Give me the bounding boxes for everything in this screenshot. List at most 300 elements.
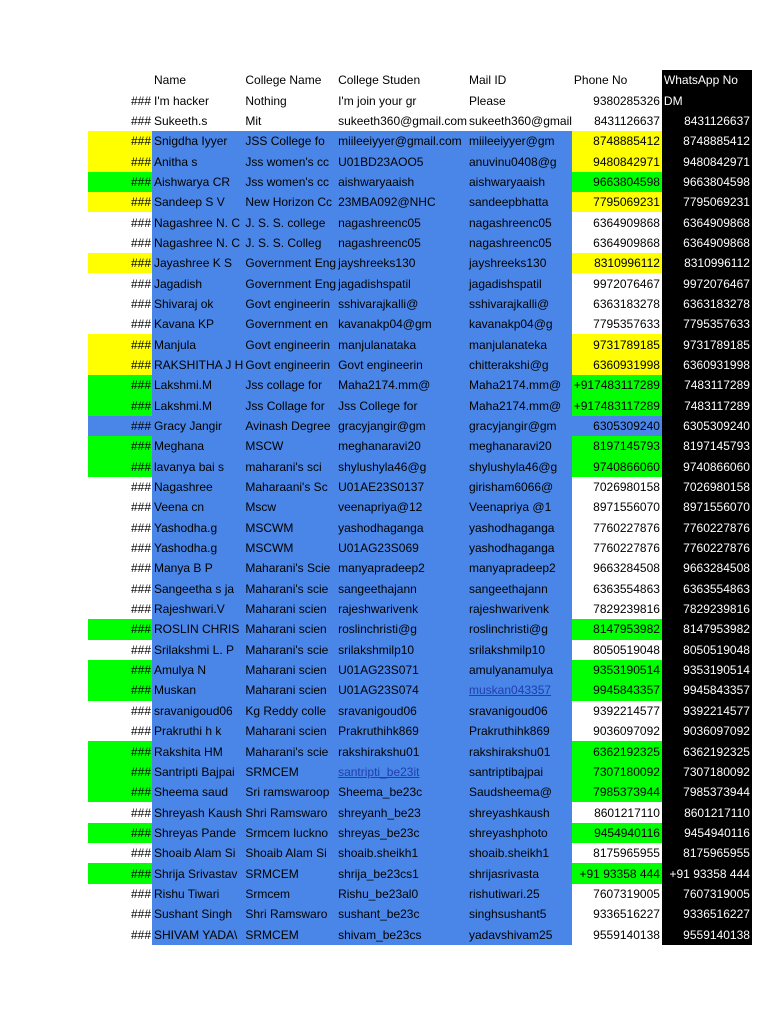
cell-college-name[interactable]: Maharani scien bbox=[243, 599, 336, 619]
cell-index[interactable]: ### bbox=[88, 131, 152, 151]
cell-college-student[interactable]: Rishu_be23al0 bbox=[336, 884, 467, 904]
cell-mail-id[interactable]: anuvinu0408@g bbox=[467, 151, 572, 171]
cell-college-student[interactable]: roslinchristi@g bbox=[336, 619, 467, 639]
cell-college-student[interactable]: kavanakp04@gm bbox=[336, 314, 467, 334]
cell-college-name[interactable]: Government Eng bbox=[243, 273, 336, 293]
cell-mail-id[interactable]: santriptibajpai bbox=[467, 762, 572, 782]
cell-mail-id[interactable]: yadavshivam25 bbox=[467, 924, 572, 944]
cell-name[interactable]: Yashodha.g bbox=[152, 538, 243, 558]
cell-phone-no[interactable]: 6364909868 bbox=[593, 215, 660, 230]
cell-college-name[interactable]: Srmcem bbox=[243, 884, 336, 904]
cell-mail-id[interactable]: rajeshwarivenk bbox=[467, 599, 572, 619]
cell-college-name[interactable]: Jss women's cc bbox=[243, 172, 336, 192]
cell-whatsapp-no[interactable]: +91 93358 444 bbox=[662, 863, 752, 883]
cell-index[interactable]: ### bbox=[130, 703, 151, 718]
cell-name[interactable]: ROSLIN CHRIS bbox=[152, 619, 243, 639]
cell-name[interactable]: Sukeeth.s bbox=[154, 113, 208, 128]
cell-college-name[interactable]: New Horizon Cc bbox=[243, 192, 336, 212]
cell-phone-no[interactable]: 8050519048 bbox=[593, 642, 660, 657]
cell-college-student[interactable]: sangeethajann bbox=[336, 579, 467, 599]
cell-phone-no[interactable]: 7829239816 bbox=[593, 602, 660, 617]
cell-mail-id[interactable]: nagashreenc05 bbox=[467, 233, 572, 253]
cell-whatsapp-no[interactable]: 7483117289 bbox=[662, 396, 752, 416]
cell-whatsapp-no[interactable]: 6362192325 bbox=[662, 741, 752, 761]
cell-college-name[interactable]: Maharani's Scie bbox=[243, 558, 336, 578]
cell-phone-no[interactable]: 9392214577 bbox=[593, 703, 660, 718]
cell-index[interactable]: ### bbox=[130, 846, 151, 861]
cell-college-student[interactable]: U01BD23AOO5 bbox=[336, 151, 467, 171]
cell-college-student[interactable]: veenapriya@12 bbox=[336, 497, 467, 517]
cell-mail-id[interactable]: yashodhaganga bbox=[467, 538, 572, 558]
cell-index[interactable]: ### bbox=[88, 660, 152, 680]
cell-whatsapp-no[interactable]: 8601217110 bbox=[662, 802, 752, 822]
cell-phone-no[interactable]: 8971556070 bbox=[593, 500, 660, 515]
cell-name[interactable]: Anitha s bbox=[152, 151, 243, 171]
cell-index[interactable]: ### bbox=[88, 762, 152, 782]
cell-mail-id[interactable]: jayshreeks130 bbox=[467, 253, 572, 273]
cell-college-student[interactable]: yashodhaganga bbox=[336, 518, 467, 538]
cell-college-name[interactable]: JSS College fo bbox=[243, 131, 336, 151]
cell-index[interactable]: ### bbox=[88, 334, 152, 354]
cell-phone-no[interactable]: 9036097092 bbox=[593, 724, 660, 739]
cell-mail-id[interactable]: manyapradeep2 bbox=[467, 558, 572, 578]
cell-college-student[interactable]: shreyas_be23c bbox=[336, 823, 467, 843]
cell-whatsapp-no[interactable]: 9336516227 bbox=[662, 904, 752, 924]
cell-name[interactable]: Lakshmi.M bbox=[152, 375, 243, 395]
cell-index[interactable]: ### bbox=[130, 480, 151, 495]
cell-college-name[interactable]: Shoaib Alam Si bbox=[243, 843, 336, 863]
cell-phone-no[interactable]: 7307180092 bbox=[572, 762, 662, 782]
cell-mail-id[interactable]: srilakshmilp10 bbox=[467, 640, 572, 660]
cell-whatsapp-no[interactable]: 6363183278 bbox=[662, 294, 752, 314]
cell-phone-no[interactable]: 8197145793 bbox=[572, 436, 662, 456]
cell-college-name[interactable]: Sri ramswaroop bbox=[243, 782, 336, 802]
cell-whatsapp-no[interactable]: 8971556070 bbox=[662, 497, 752, 517]
cell-name[interactable]: Gracy Jangir bbox=[152, 416, 243, 436]
cell-index[interactable]: ### bbox=[130, 520, 151, 535]
cell-name[interactable]: Manjula bbox=[152, 334, 243, 354]
cell-college-student[interactable]: rajeshwarivenk bbox=[336, 599, 467, 619]
cell-mail-id[interactable]: kavanakp04@g bbox=[467, 314, 572, 334]
cell-whatsapp-no[interactable]: 8050519048 bbox=[662, 640, 752, 660]
cell-name[interactable]: Shivaraj ok bbox=[152, 294, 243, 314]
cell-phone-no[interactable]: 9380285326 bbox=[593, 93, 660, 108]
cell-name[interactable]: Rakshita HM bbox=[152, 741, 243, 761]
cell-college-student[interactable]: U01AG23S074 bbox=[336, 680, 467, 700]
cell-college-name[interactable]: Jss women's cc bbox=[243, 151, 336, 171]
cell-mail-id[interactable]: muskan043357 bbox=[467, 680, 572, 700]
cell-name[interactable]: Rishu Tiwari bbox=[152, 884, 243, 904]
cell-college-name[interactable]: Shri Ramswaro bbox=[243, 802, 336, 822]
cell-college-name[interactable]: Govt engineerin bbox=[243, 355, 336, 375]
cell-phone-no[interactable]: 7795069231 bbox=[572, 192, 662, 212]
cell-college-name[interactable]: SRMCEM bbox=[243, 762, 336, 782]
cell-name[interactable]: Shrija Srivastav bbox=[152, 863, 243, 883]
cell-index[interactable]: ### bbox=[88, 782, 152, 802]
cell-name[interactable]: Sangeetha s ja bbox=[152, 579, 243, 599]
cell-college-name[interactable]: Jss collage for bbox=[243, 375, 336, 395]
cell-phone-no[interactable]: 8175965955 bbox=[593, 846, 660, 861]
cell-phone-no[interactable]: 9353190514 bbox=[572, 660, 662, 680]
cell-mail-id[interactable]: Maha2174.mm@ bbox=[467, 375, 572, 395]
cell-index[interactable]: ### bbox=[130, 805, 151, 820]
cell-college-student[interactable]: Sheema_be23c bbox=[336, 782, 467, 802]
cell-college-name[interactable]: Government en bbox=[243, 314, 336, 334]
cell-college-student[interactable]: nagashreenc05 bbox=[336, 212, 467, 232]
cell-college-name[interactable]: MSCWM bbox=[243, 518, 336, 538]
cell-whatsapp-no[interactable]: 9663804598 bbox=[662, 172, 752, 192]
cell-phone-no[interactable]: 7760227876 bbox=[593, 541, 660, 556]
cell-index[interactable]: ### bbox=[88, 619, 152, 639]
cell-whatsapp-no[interactable]: 9036097092 bbox=[662, 721, 752, 741]
cell-college-name[interactable]: SRMCEM bbox=[243, 863, 336, 883]
cell-mail-id[interactable]: shoaib.sheikh1 bbox=[467, 843, 572, 863]
cell-whatsapp-no[interactable]: DM bbox=[662, 90, 752, 110]
cell-phone-no[interactable]: 8748885412 bbox=[572, 131, 662, 151]
cell-college-student[interactable]: shivam_be23cs bbox=[336, 924, 467, 944]
cell-whatsapp-no[interactable]: 9559140138 bbox=[662, 924, 752, 944]
cell-index[interactable]: ### bbox=[130, 927, 151, 942]
cell-phone-no[interactable]: 7985373944 bbox=[572, 782, 662, 802]
cell-name[interactable]: Jagadish bbox=[152, 273, 243, 293]
cell-phone-no[interactable]: 9945843357 bbox=[572, 680, 662, 700]
cell-phone-no[interactable]: 6360931998 bbox=[572, 355, 662, 375]
cell-name[interactable]: SHIVAM YADA\ bbox=[152, 924, 243, 944]
cell-whatsapp-no[interactable]: 8310996112 bbox=[662, 253, 752, 273]
cell-college-student[interactable]: sshivarajkalli@ bbox=[336, 294, 467, 314]
cell-whatsapp-no[interactable]: 7795357633 bbox=[662, 314, 752, 334]
cell-college-student[interactable]: shoaib.sheikh1 bbox=[336, 843, 467, 863]
cell-mail-id[interactable]: Veenapriya @1 bbox=[467, 497, 572, 517]
cell-name[interactable]: I'm hacker bbox=[154, 93, 209, 108]
cell-index[interactable]: ### bbox=[88, 375, 152, 395]
cell-whatsapp-no[interactable]: 9740866060 bbox=[662, 457, 752, 477]
cell-mail-id[interactable]: shrijasrivasta bbox=[467, 863, 572, 883]
cell-mail-id[interactable]: girisham6066@ bbox=[467, 477, 572, 497]
cell-whatsapp-no[interactable]: 7760227876 bbox=[662, 538, 752, 558]
cell-college-name[interactable]: J. S. S. Colleg bbox=[243, 233, 336, 253]
cell-whatsapp-no[interactable]: 7026980158 bbox=[662, 477, 752, 497]
cell-college-name[interactable]: Maharani scien bbox=[243, 619, 336, 639]
cell-college-name[interactable]: maharani's sci bbox=[243, 457, 336, 477]
cell-mail-id[interactable]: Maha2174.mm@ bbox=[467, 396, 572, 416]
cell-index[interactable]: ### bbox=[88, 396, 152, 416]
cell-college-name[interactable]: SRMCEM bbox=[243, 924, 336, 944]
cell-name[interactable]: Sheema saud bbox=[152, 782, 243, 802]
cell-mail-id[interactable]: Saudsheema@ bbox=[467, 782, 572, 802]
cell-name[interactable]: Shreyash Kaush bbox=[152, 802, 243, 822]
cell-mail-id[interactable]: meghanaravi20 bbox=[467, 436, 572, 456]
cell-whatsapp-no[interactable]: 9392214577 bbox=[662, 701, 752, 721]
cell-mail-id[interactable]: sshivarajkalli@ bbox=[467, 294, 572, 314]
cell-index[interactable]: ### bbox=[130, 235, 151, 250]
cell-name[interactable]: Nagashree bbox=[152, 477, 243, 497]
cell-name[interactable]: Aishwarya CR bbox=[152, 172, 243, 192]
cell-college-student[interactable]: Maha2174.mm@ bbox=[336, 375, 467, 395]
cell-phone-no[interactable]: 7760227876 bbox=[593, 520, 660, 535]
cell-mail-id[interactable]: sangeethajann bbox=[467, 579, 572, 599]
cell-college-name[interactable]: Maharani's scie bbox=[243, 640, 336, 660]
cell-name[interactable]: RAKSHITHA J H bbox=[152, 355, 243, 375]
cell-index[interactable]: ### bbox=[88, 151, 152, 171]
cell-college-name[interactable]: Mit bbox=[245, 113, 262, 128]
cell-college-student[interactable]: manjulanataka bbox=[336, 334, 467, 354]
cell-name[interactable]: Lakshmi.M bbox=[152, 396, 243, 416]
cell-index[interactable]: ### bbox=[88, 863, 152, 883]
cell-mail-id[interactable]: jagadishspatil bbox=[467, 273, 572, 293]
cell-whatsapp-no[interactable]: 7483117289 bbox=[662, 375, 752, 395]
cell-college-student[interactable]: manyapradeep2 bbox=[336, 558, 467, 578]
cell-name[interactable]: Amulya N bbox=[152, 660, 243, 680]
cell-college-student[interactable]: U01AE23S0137 bbox=[336, 477, 467, 497]
header-cell-phone-no[interactable]: Phone No bbox=[573, 73, 628, 88]
cell-college-name[interactable]: Maharani's scie bbox=[243, 741, 336, 761]
cell-mail-id[interactable]: chitterakshi@g bbox=[467, 355, 572, 375]
cell-whatsapp-no[interactable]: 7307180092 bbox=[662, 762, 752, 782]
cell-whatsapp-no[interactable]: 6305309240 bbox=[662, 416, 752, 436]
cell-name[interactable]: Veena cn bbox=[152, 497, 243, 517]
cell-college-student[interactable]: Jss College for bbox=[336, 396, 467, 416]
cell-name[interactable]: Sandeep S V bbox=[152, 192, 243, 212]
cell-whatsapp-no[interactable]: 6360931998 bbox=[662, 355, 752, 375]
cell-phone-no[interactable]: 6363183278 bbox=[593, 296, 660, 311]
cell-mail-id[interactable]: rakshirakshu01 bbox=[467, 741, 572, 761]
cell-phone-no[interactable]: 6364909868 bbox=[593, 235, 660, 250]
cell-college-name[interactable]: Govt engineerin bbox=[243, 334, 336, 354]
cell-whatsapp-no[interactable]: 7829239816 bbox=[662, 599, 752, 619]
cell-phone-no[interactable]: 8310996112 bbox=[572, 253, 662, 273]
header-cell-college-name[interactable]: College Name bbox=[245, 73, 322, 88]
cell-phone-no[interactable]: 8147953982 bbox=[572, 619, 662, 639]
cell-name[interactable]: Nagashree N. C bbox=[152, 212, 243, 232]
cell-college-student[interactable]: meghanaravi20 bbox=[336, 436, 467, 456]
cell-college-student[interactable]: 23MBA092@NHC bbox=[336, 192, 467, 212]
cell-college-name[interactable]: Maharani scien bbox=[243, 680, 336, 700]
cell-mail-id[interactable]: Prakruthihk869 bbox=[467, 721, 572, 741]
cell-index[interactable]: ### bbox=[130, 541, 151, 556]
header-cell-whatsapp-no[interactable]: WhatsApp No bbox=[662, 70, 752, 90]
cell-college-student[interactable]: sravanigoud06 bbox=[336, 701, 467, 721]
cell-college-name[interactable]: MSCW bbox=[243, 436, 336, 456]
cell-index[interactable]: ### bbox=[88, 192, 152, 212]
cell-name[interactable]: Shoaib Alam Si bbox=[152, 843, 243, 863]
cell-index[interactable]: ### bbox=[88, 680, 152, 700]
cell-college-student[interactable]: Prakruthihk869 bbox=[336, 721, 467, 741]
cell-mail-id[interactable]: roslinchristi@g bbox=[467, 619, 572, 639]
cell-college-name[interactable]: Kg Reddy colle bbox=[243, 701, 336, 721]
header-cell-index[interactable] bbox=[88, 70, 152, 90]
cell-whatsapp-no[interactable]: 9972076467 bbox=[662, 273, 752, 293]
cell-whatsapp-no[interactable]: 8431126637 bbox=[662, 111, 752, 131]
cell-phone-no[interactable]: +917483117289 bbox=[572, 396, 662, 416]
cell-name[interactable]: Santripti Bajpai bbox=[152, 762, 243, 782]
cell-mail-id[interactable]: amulyanamulya bbox=[467, 660, 572, 680]
cell-phone-no[interactable]: 9663284508 bbox=[593, 561, 660, 576]
cell-index[interactable]: ### bbox=[130, 317, 151, 332]
cell-phone-no[interactable]: 9454940116 bbox=[572, 823, 662, 843]
header-cell-mail-id[interactable]: Mail ID bbox=[469, 73, 507, 88]
cell-index[interactable]: ### bbox=[130, 642, 151, 657]
cell-whatsapp-no[interactable]: 8197145793 bbox=[662, 436, 752, 456]
cell-college-student[interactable]: miileeiyyer@gmail.com bbox=[336, 131, 467, 151]
cell-mail-id[interactable]: aishwaryaaish bbox=[467, 172, 572, 192]
cell-phone-no[interactable]: 9972076467 bbox=[593, 276, 660, 291]
header-cell-college-student[interactable]: College Studen bbox=[338, 73, 421, 88]
cell-mail-id[interactable]: rishutiwari.25 bbox=[467, 884, 572, 904]
cell-phone-no[interactable]: 7607319005 bbox=[593, 886, 660, 901]
cell-whatsapp-no[interactable]: 7795069231 bbox=[662, 192, 752, 212]
cell-index[interactable]: ### bbox=[130, 907, 151, 922]
cell-college-student[interactable]: jagadishspatil bbox=[336, 273, 467, 293]
cell-mail-id[interactable]: gracyjangir@gm bbox=[467, 416, 572, 436]
cell-name[interactable]: Muskan bbox=[152, 680, 243, 700]
cell-index[interactable]: ### bbox=[88, 172, 152, 192]
cell-college-student[interactable]: srilakshmilp10 bbox=[336, 640, 467, 660]
cell-name[interactable]: Jayashree K S bbox=[152, 253, 243, 273]
cell-college-student[interactable]: sushant_be23c bbox=[336, 904, 467, 924]
cell-name[interactable]: Manya B P bbox=[152, 558, 243, 578]
cell-college-student[interactable]: santripti_be23it bbox=[336, 762, 467, 782]
cell-name[interactable]: Nagashree N. C bbox=[152, 233, 243, 253]
cell-name[interactable]: lavanya bai s bbox=[152, 457, 243, 477]
cell-whatsapp-no[interactable]: 9353190514 bbox=[662, 660, 752, 680]
cell-index[interactable]: ### bbox=[88, 436, 152, 456]
cell-phone-no[interactable]: 8601217110 bbox=[594, 805, 660, 820]
cell-mail-id[interactable]: shreyashphoto bbox=[467, 823, 572, 843]
cell-whatsapp-no[interactable]: 7760227876 bbox=[662, 518, 752, 538]
cell-college-student[interactable]: aishwaryaaish bbox=[336, 172, 467, 192]
cell-college-name[interactable]: Maharani scien bbox=[243, 660, 336, 680]
cell-whatsapp-no[interactable]: 9945843357 bbox=[662, 680, 752, 700]
cell-mail-id[interactable]: sandeepbhatta bbox=[467, 192, 572, 212]
cell-college-name[interactable]: Jss Collage for bbox=[243, 396, 336, 416]
cell-mail-id[interactable]: yashodhaganga bbox=[467, 518, 572, 538]
cell-name[interactable]: sravanigoud06 bbox=[152, 701, 243, 721]
cell-index[interactable]: ### bbox=[130, 215, 151, 230]
cell-index[interactable]: ### bbox=[88, 741, 152, 761]
cell-phone-no[interactable]: 6363554863 bbox=[593, 581, 660, 596]
cell-index[interactable]: ### bbox=[88, 355, 152, 375]
cell-college-student[interactable]: U01AG23S071 bbox=[336, 660, 467, 680]
cell-whatsapp-no[interactable]: 6364909868 bbox=[662, 212, 752, 232]
cell-phone-no[interactable]: 9663804598 bbox=[572, 172, 662, 192]
cell-college-name[interactable]: J. S. S. college bbox=[243, 212, 336, 232]
cell-name[interactable]: Sushant Singh bbox=[152, 904, 243, 924]
cell-college-student[interactable]: rakshirakshu01 bbox=[336, 741, 467, 761]
cell-college-student[interactable]: sukeeth360@gmail.com bbox=[338, 113, 467, 128]
cell-index[interactable]: ### bbox=[88, 457, 152, 477]
cell-college-name[interactable]: Maharani scien bbox=[243, 721, 336, 741]
cell-college-student[interactable]: I'm join your gr bbox=[338, 93, 417, 108]
cell-college-name[interactable]: MSCWM bbox=[243, 538, 336, 558]
cell-phone-no[interactable]: +917483117289 bbox=[572, 375, 662, 395]
cell-name[interactable]: Kavana KP bbox=[152, 314, 243, 334]
cell-mail-id[interactable]: miileeiyyer@gm bbox=[467, 131, 572, 151]
cell-index[interactable]: ### bbox=[130, 113, 151, 128]
cell-whatsapp-no[interactable]: 9731789185 bbox=[662, 334, 752, 354]
cell-index[interactable]: ### bbox=[130, 93, 151, 108]
cell-mail-id[interactable]: Please bbox=[469, 93, 506, 108]
cell-mail-id[interactable]: nagashreenc05 bbox=[467, 212, 572, 232]
cell-mail-id[interactable]: singhsushant5 bbox=[467, 904, 572, 924]
cell-index[interactable]: ### bbox=[130, 276, 151, 291]
cell-whatsapp-no[interactable]: 9663284508 bbox=[662, 558, 752, 578]
cell-college-name[interactable]: Nothing bbox=[245, 93, 287, 108]
cell-college-name[interactable]: Govt engineerin bbox=[243, 294, 336, 314]
cell-mail-id[interactable]: manjulanateka bbox=[467, 334, 572, 354]
cell-phone-no[interactable]: 7026980158 bbox=[593, 480, 660, 495]
cell-mail-id[interactable]: shylushyla46@g bbox=[467, 457, 572, 477]
cell-name[interactable]: Shreyas Pande bbox=[152, 823, 243, 843]
cell-whatsapp-no[interactable]: 9454940116 bbox=[662, 823, 752, 843]
cell-index[interactable]: ### bbox=[88, 823, 152, 843]
cell-college-student[interactable]: jayshreeks130 bbox=[336, 253, 467, 273]
cell-phone-no[interactable]: 9480842971 bbox=[572, 151, 662, 171]
cell-whatsapp-no[interactable]: 9480842971 bbox=[662, 151, 752, 171]
cell-phone-no[interactable]: 7795357633 bbox=[593, 317, 660, 332]
cell-whatsapp-no[interactable]: 8748885412 bbox=[662, 131, 752, 151]
cell-college-name[interactable]: Maharaani's Sc bbox=[243, 477, 336, 497]
cell-whatsapp-no[interactable]: 7985373944 bbox=[662, 782, 752, 802]
cell-phone-no[interactable]: 8431126637 bbox=[594, 113, 660, 128]
cell-whatsapp-no[interactable]: 6364909868 bbox=[662, 233, 752, 253]
cell-index[interactable]: ### bbox=[130, 296, 151, 311]
cell-phone-no[interactable]: +91 93358 444 bbox=[572, 863, 662, 883]
cell-whatsapp-no[interactable]: 6363554863 bbox=[662, 579, 752, 599]
cell-college-student[interactable]: U01AG23S069 bbox=[336, 538, 467, 558]
header-cell-name[interactable]: Name bbox=[154, 73, 187, 88]
cell-mail-id[interactable]: sravanigoud06 bbox=[467, 701, 572, 721]
cell-mail-id[interactable]: shreyashkaush bbox=[467, 802, 572, 822]
cell-index[interactable]: ### bbox=[130, 724, 151, 739]
cell-college-name[interactable]: Srmcem luckno bbox=[243, 823, 336, 843]
cell-phone-no[interactable]: 9740866060 bbox=[572, 457, 662, 477]
cell-name[interactable]: Yashodha.g bbox=[152, 518, 243, 538]
cell-phone-no[interactable]: 9336516227 bbox=[593, 907, 660, 922]
cell-college-student[interactable]: Govt engineerin bbox=[336, 355, 467, 375]
cell-college-student[interactable]: nagashreenc05 bbox=[336, 233, 467, 253]
cell-phone-no[interactable]: 6362192325 bbox=[572, 741, 662, 761]
cell-whatsapp-no[interactable]: 8147953982 bbox=[662, 619, 752, 639]
cell-college-name[interactable]: Government Eng bbox=[243, 253, 336, 273]
cell-name[interactable]: Prakruthi h k bbox=[152, 721, 243, 741]
cell-index[interactable]: ### bbox=[130, 581, 151, 596]
cell-name[interactable]: Snigdha Iyyer bbox=[152, 131, 243, 151]
cell-college-name[interactable]: Avinash Degree bbox=[243, 416, 336, 436]
cell-college-name[interactable]: Maharani's scie bbox=[243, 579, 336, 599]
cell-index[interactable]: ### bbox=[130, 602, 151, 617]
cell-college-name[interactable]: Shri Ramswaro bbox=[243, 904, 336, 924]
cell-index[interactable]: ### bbox=[130, 886, 151, 901]
cell-index[interactable]: ### bbox=[88, 253, 152, 273]
cell-college-student[interactable]: shreyanh_be23 bbox=[336, 802, 467, 822]
cell-phone-no[interactable]: 9559140138 bbox=[593, 927, 660, 942]
cell-college-student[interactable]: gracyjangir@gm bbox=[336, 416, 467, 436]
cell-mail-id[interactable]: sukeeth360@gmail bbox=[469, 113, 572, 128]
cell-phone-no[interactable]: 6305309240 bbox=[572, 416, 662, 436]
cell-college-student[interactable]: shrija_be23cs1 bbox=[336, 863, 467, 883]
cell-college-name[interactable]: Mscw bbox=[243, 497, 336, 517]
cell-index[interactable]: ### bbox=[88, 416, 152, 436]
cell-phone-no[interactable]: 9731789185 bbox=[572, 334, 662, 354]
cell-name[interactable]: Meghana bbox=[152, 436, 243, 456]
cell-whatsapp-no[interactable]: 8175965955 bbox=[662, 843, 752, 863]
cell-name[interactable]: Rajeshwari.V bbox=[152, 599, 243, 619]
cell-college-student[interactable]: shylushyla46@g bbox=[336, 457, 467, 477]
cell-name[interactable]: Srilakshmi L. P bbox=[152, 640, 243, 660]
cell-index[interactable]: ### bbox=[130, 500, 151, 515]
cell-index[interactable]: ### bbox=[130, 561, 151, 576]
